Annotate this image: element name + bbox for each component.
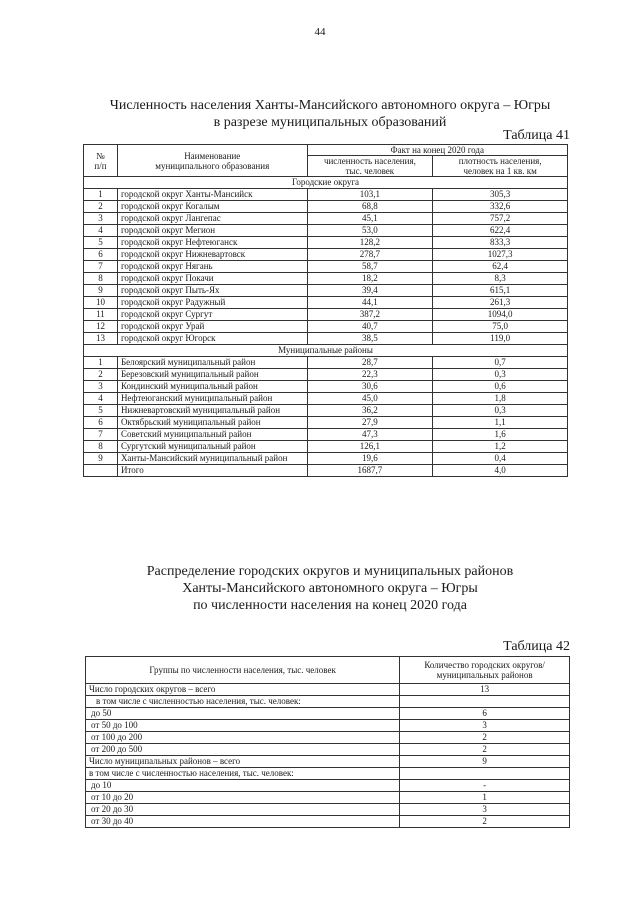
group-label: от 200 до 500 [86, 744, 400, 756]
row-name: Ханты-Мансийский муниципальный район [117, 453, 307, 465]
table-row [84, 357, 568, 369]
row-number: 12 [84, 321, 118, 333]
row-number: 10 [84, 297, 118, 309]
row-population: 28,7 [307, 357, 433, 369]
row-population: 45,1 [307, 213, 433, 225]
row-population: 19,6 [307, 453, 433, 465]
table42-title-line2: Ханты-Мансийского автономного округа – Югры [182, 581, 478, 596]
group-count: 9 [400, 756, 570, 768]
table-row [86, 708, 570, 720]
row-density: 119,0 [433, 333, 568, 345]
table-row [86, 804, 570, 816]
row-population: 126,1 [307, 441, 433, 453]
table-row [86, 792, 570, 804]
table-row [86, 780, 570, 792]
page-number: 44 [314, 26, 326, 38]
header-num: № п/п [84, 145, 118, 177]
row-population: 58,7 [307, 261, 433, 273]
group-label: от 10 до 20 [86, 792, 400, 804]
table-row [84, 381, 568, 393]
row-number: 3 [84, 381, 118, 393]
row-density: 757,2 [433, 213, 568, 225]
group-label: в том числе с численностью населения, тыс. человек: [86, 768, 400, 780]
table42-title-line1: Распределение городских округов и муниципальных районов [146, 564, 514, 579]
row-name: городской округ Нижневартовск [117, 249, 307, 261]
row-number: 9 [84, 285, 118, 297]
row-name: городской округ Радужный [117, 297, 307, 309]
row-density: 332,6 [433, 201, 568, 213]
table-row [86, 756, 570, 768]
table-row [84, 249, 568, 261]
table-row [86, 732, 570, 744]
row-population: 128,2 [307, 237, 433, 249]
table-row [86, 816, 570, 828]
group-label: до 10 [86, 780, 400, 792]
row-population: 18,2 [307, 273, 433, 285]
row-density: 1,6 [433, 429, 568, 441]
row-density: 75,0 [433, 321, 568, 333]
group-count: 3 [400, 804, 570, 816]
district-rows [84, 357, 568, 465]
row-name: Октябрьский муниципальный район [117, 417, 307, 429]
row-name: городской округ Урай [117, 321, 307, 333]
group-label: от 100 до 200 [86, 732, 400, 744]
group-count: - [400, 780, 570, 792]
row-number: 9 [84, 453, 118, 465]
table-row [84, 441, 568, 453]
row-number: 6 [84, 417, 118, 429]
table-row [84, 369, 568, 381]
row-name: Сургутский муниципальный район [117, 441, 307, 453]
row-population: 53,0 [307, 225, 433, 237]
group-label: в том числе с численностью населения, тыс. человек: [86, 696, 400, 708]
group-count: 13 [400, 684, 570, 696]
population-table [83, 144, 568, 477]
group-label: от 20 до 30 [86, 804, 400, 816]
row-population: 39,4 [307, 285, 433, 297]
row-number: 6 [84, 249, 118, 261]
table-row [86, 684, 570, 696]
group-count: 2 [400, 816, 570, 828]
row-number: 4 [84, 225, 118, 237]
section-urban: Городские округа [84, 177, 568, 189]
header-count: Количество городских округов/муниципальных районов [400, 657, 570, 684]
table-row [84, 213, 568, 225]
row-number: 1 [84, 189, 118, 201]
group-count: 2 [400, 744, 570, 756]
row-number: 7 [84, 261, 118, 273]
header-population: численность населения, тыс. человек [307, 156, 433, 177]
table-row [84, 237, 568, 249]
table-row [84, 405, 568, 417]
row-number: 4 [84, 393, 118, 405]
group-count: 1 [400, 792, 570, 804]
table-row [84, 273, 568, 285]
row-number: 5 [84, 405, 118, 417]
total-population: 1687,7 [307, 465, 433, 477]
row-population: 45,0 [307, 393, 433, 405]
group-label: от 30 до 40 [86, 816, 400, 828]
row-name: городской округ Ханты-Мансийск [117, 189, 307, 201]
row-name: Березовский муниципальный район [117, 369, 307, 381]
table-row [84, 297, 568, 309]
row-density: 833,3 [433, 237, 568, 249]
row-name: Советский муниципальный район [117, 429, 307, 441]
header-name: Наименование муниципального образования [117, 145, 307, 177]
total-label: Итого [117, 465, 307, 477]
row-population: 30,6 [307, 381, 433, 393]
header-groups: Группы по численности населения, тыс. человек [86, 657, 400, 684]
row-name: Кондинский муниципальный район [117, 381, 307, 393]
row-name: городской округ Покачи [117, 273, 307, 285]
table-row [84, 285, 568, 297]
row-name: городской округ Сургут [117, 309, 307, 321]
table42-label: Таблица 42 [503, 639, 570, 654]
section-districts: Муниципальные районы [84, 345, 568, 357]
row-density: 62,4 [433, 261, 568, 273]
row-density: 305,3 [433, 189, 568, 201]
total-row [84, 465, 568, 477]
row-population: 38,5 [307, 333, 433, 345]
row-population: 40,7 [307, 321, 433, 333]
row-density: 622,4 [433, 225, 568, 237]
row-number: 11 [84, 309, 118, 321]
distribution-table [85, 656, 570, 828]
row-population: 47,3 [307, 429, 433, 441]
table-row [84, 417, 568, 429]
row-name: Нефтеюганский муниципальный район [117, 393, 307, 405]
row-density: 0,7 [433, 357, 568, 369]
table41-title [60, 97, 600, 131]
table-row [84, 321, 568, 333]
row-population: 387,2 [307, 309, 433, 321]
row-density: 261,3 [433, 297, 568, 309]
row-density: 0,6 [433, 381, 568, 393]
group-count: 3 [400, 720, 570, 732]
total-density: 4,0 [433, 465, 568, 477]
group-label: Число муниципальных районов – всего [86, 756, 400, 768]
row-name: Нижневартовский муниципальный район [117, 405, 307, 417]
group-count [400, 696, 570, 708]
table42-title [60, 563, 600, 614]
group-label: до 50 [86, 708, 400, 720]
row-density: 615,1 [433, 285, 568, 297]
group-count: 6 [400, 708, 570, 720]
row-density: 1027,3 [433, 249, 568, 261]
row-population: 22,3 [307, 369, 433, 381]
row-density: 8,3 [433, 273, 568, 285]
group-count: 2 [400, 732, 570, 744]
row-number: 7 [84, 429, 118, 441]
row-density: 1094,0 [433, 309, 568, 321]
table41-title-line2: в разрезе муниципальных образований [213, 115, 447, 130]
row-population: 278,7 [307, 249, 433, 261]
row-population: 36,2 [307, 405, 433, 417]
urban-rows [84, 189, 568, 345]
row-number: 5 [84, 237, 118, 249]
row-population: 68,8 [307, 201, 433, 213]
header-density: плотность населения, человек на 1 кв. км [433, 156, 568, 177]
group-label: от 50 до 100 [86, 720, 400, 732]
distribution-rows [86, 684, 570, 828]
row-number: 13 [84, 333, 118, 345]
table-row [84, 309, 568, 321]
row-name: городской округ Пыть-Ях [117, 285, 307, 297]
row-population: 103,1 [307, 189, 433, 201]
row-density: 0,3 [433, 369, 568, 381]
row-number: 8 [84, 441, 118, 453]
row-number: 1 [84, 357, 118, 369]
row-name: городской округ Мегион [117, 225, 307, 237]
table-row [84, 261, 568, 273]
table-row [84, 201, 568, 213]
table-row [86, 720, 570, 732]
table42-title-line3: по численности населения на конец 2020 года [193, 598, 467, 613]
row-name: городской округ Нефтеюганск [117, 237, 307, 249]
row-density: 0,3 [433, 405, 568, 417]
row-name: Белоярский муниципальный район [117, 357, 307, 369]
row-name: городской округ Нягань [117, 261, 307, 273]
group-label: Число городских округов – всего [86, 684, 400, 696]
table-row [86, 768, 570, 780]
row-name: городской округ Когалым [117, 201, 307, 213]
row-population: 44,1 [307, 297, 433, 309]
row-number: 8 [84, 273, 118, 285]
row-density: 1,2 [433, 441, 568, 453]
table-row [84, 189, 568, 201]
row-name: городской округ Югорск [117, 333, 307, 345]
table-row [84, 333, 568, 345]
table-row [84, 429, 568, 441]
group-count [400, 768, 570, 780]
header-fact: Факт на конец 2020 года [307, 145, 567, 156]
table-row [86, 696, 570, 708]
row-density: 1,8 [433, 393, 568, 405]
row-density: 1,1 [433, 417, 568, 429]
row-density: 0,4 [433, 453, 568, 465]
table-row [84, 453, 568, 465]
table-row [84, 393, 568, 405]
table41-title-line1: Численность населения Ханты-Мансийского автономного округа – Югры [109, 98, 551, 113]
table-row [84, 225, 568, 237]
row-number: 2 [84, 201, 118, 213]
table41-label: Таблица 41 [503, 128, 570, 143]
row-number: 3 [84, 213, 118, 225]
row-population: 27,9 [307, 417, 433, 429]
table-row [86, 744, 570, 756]
row-number: 2 [84, 369, 118, 381]
row-name: городской округ Лангепас [117, 213, 307, 225]
